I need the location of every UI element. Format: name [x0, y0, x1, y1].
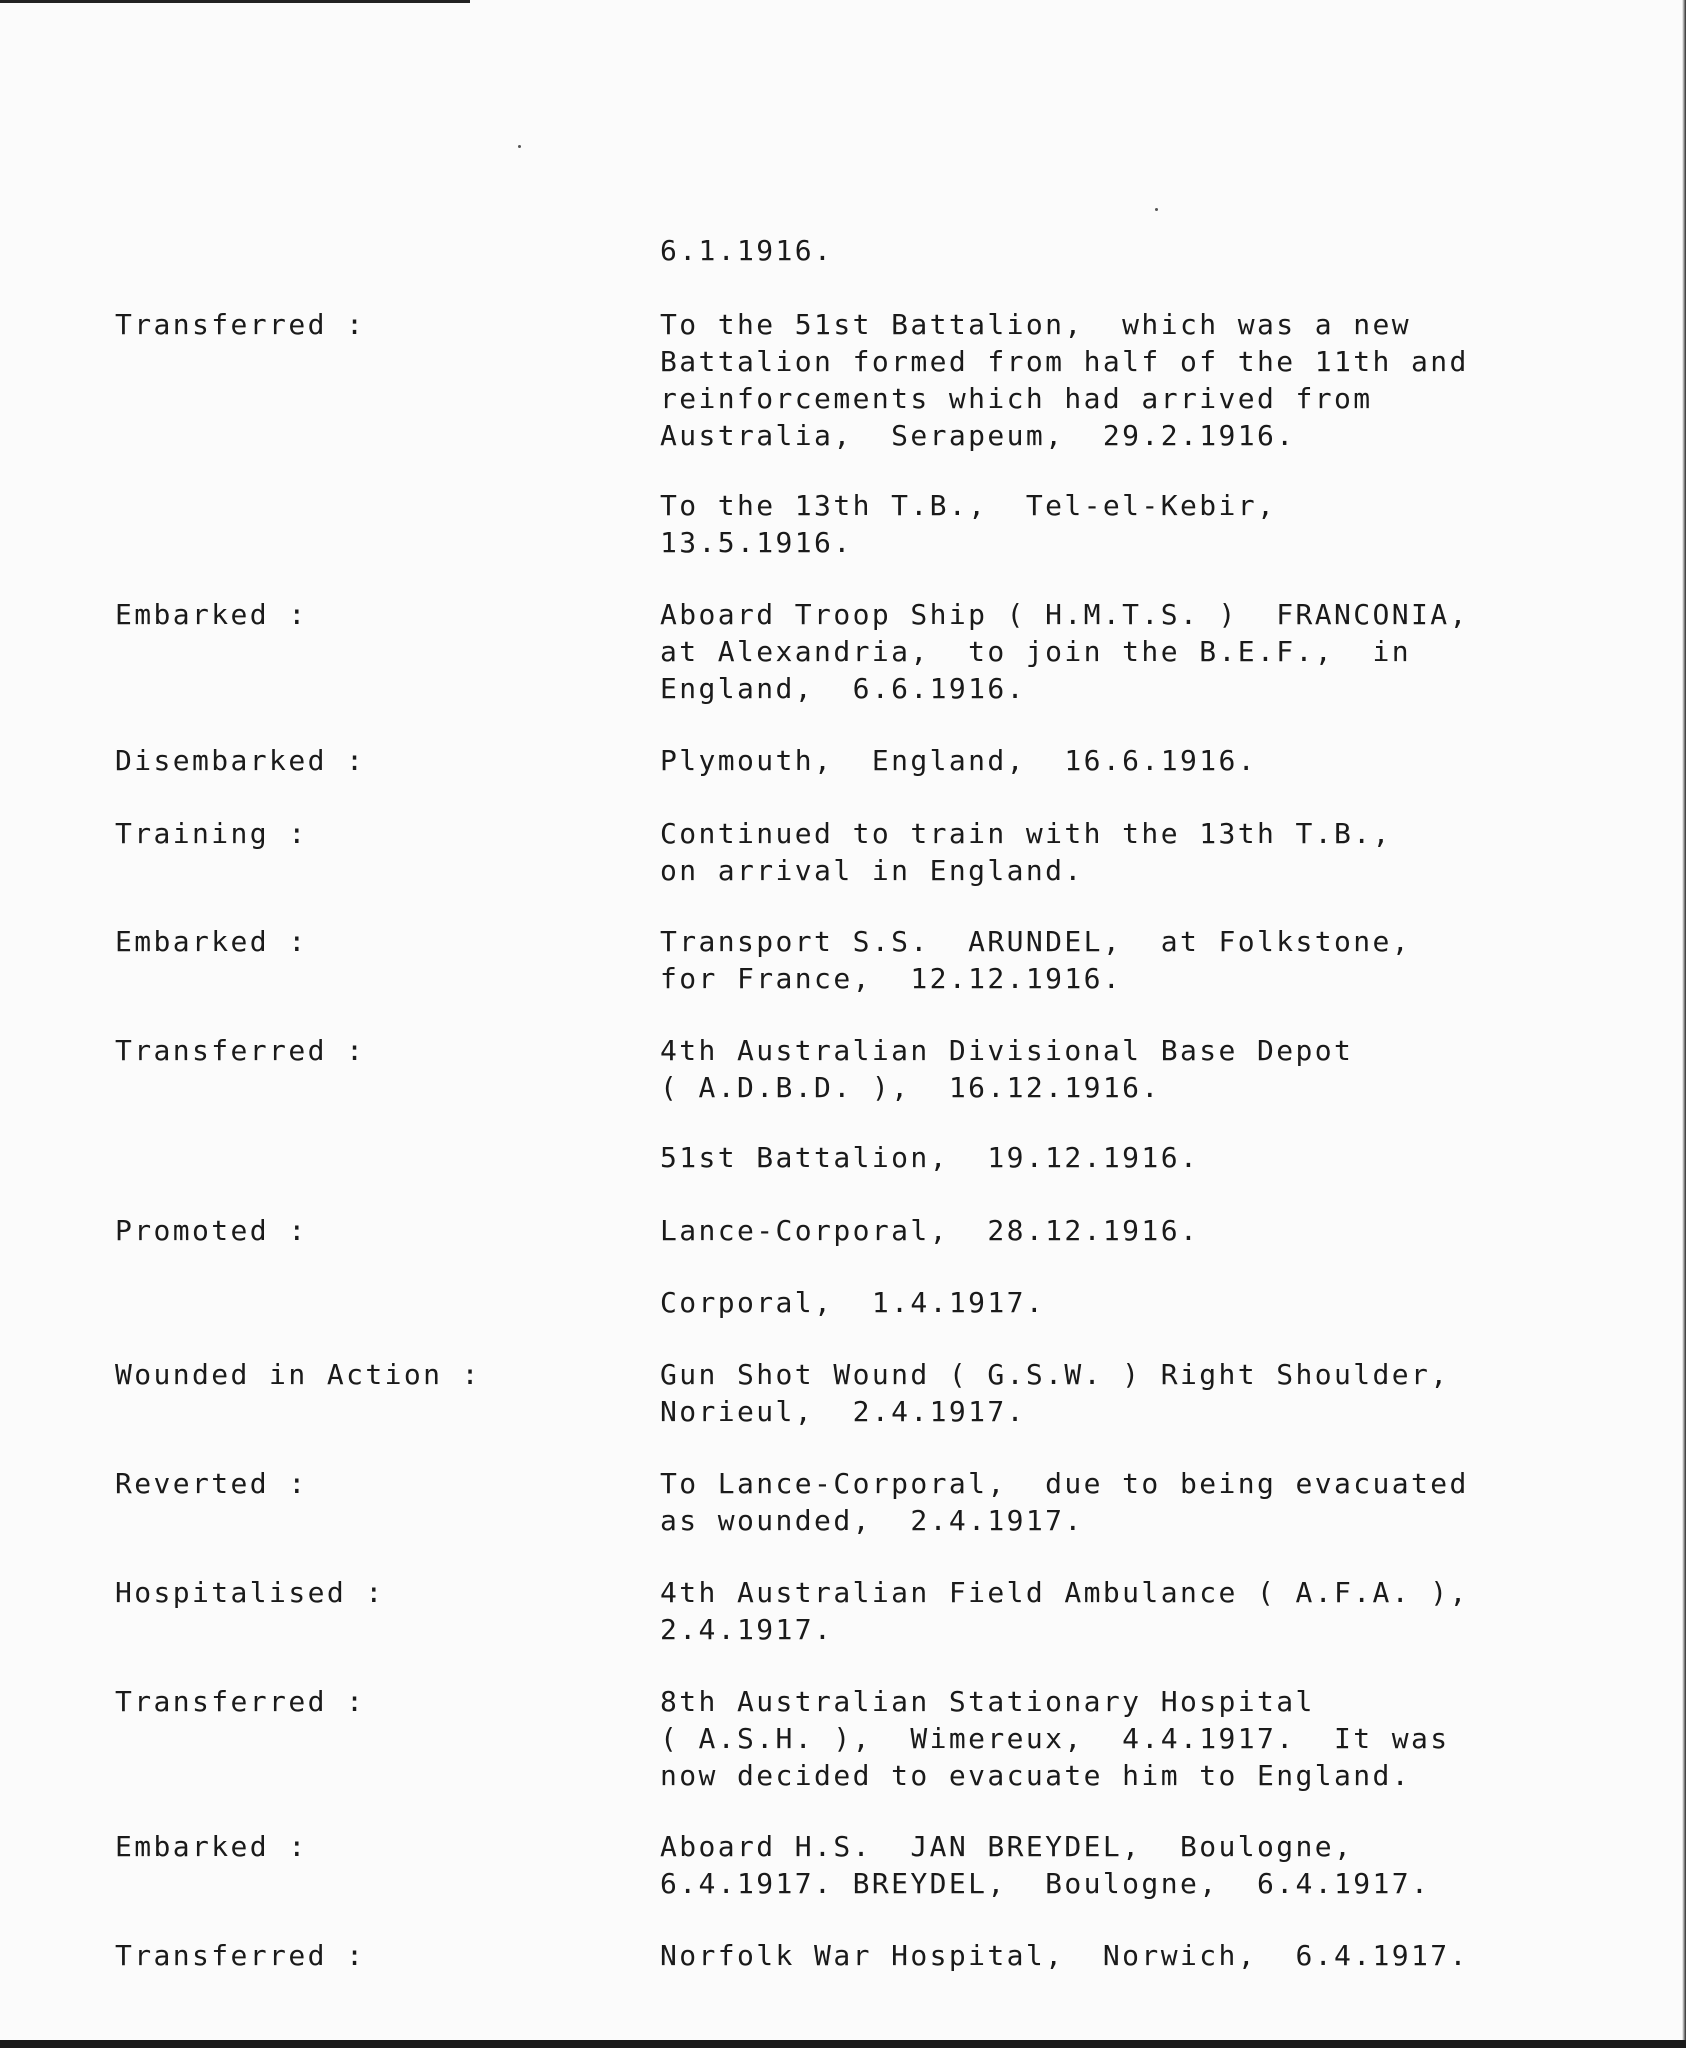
entry-label: Hospitalised : — [115, 1576, 385, 1609]
entry-label: Transferred : — [115, 1685, 366, 1718]
entry-label: Reverted : — [115, 1467, 308, 1500]
scan-speck — [1155, 208, 1158, 211]
entry-label: Transferred : — [115, 308, 366, 341]
entry-label: Embarked : — [115, 598, 308, 631]
entry-text: Plymouth, England, 16.6.1916. — [660, 744, 1257, 777]
entry-text: To Lance-Corporal, due to being evacuated as wounded, 2.4.1917. — [660, 1467, 1469, 1537]
entry-text: 51st Battalion, 19.12.1916. — [660, 1141, 1200, 1174]
entry-text: Norfolk War Hospital, Norwich, 6.4.1917. — [660, 1939, 1469, 1972]
entry-text: Aboard Troop Ship ( H.M.T.S. ) FRANCONIA, at Alexandria, to join the B.E.F., in England, 6.6.1916. — [660, 598, 1469, 705]
entry-label: Embarked : — [115, 925, 308, 958]
entry-text: 4th Australian Divisional Base Depot ( A.D.B.D. ), 16.12.1916. — [660, 1034, 1354, 1104]
bottom-edge-shadow — [0, 2040, 1686, 2048]
entry-text: 6.1.1916. — [660, 234, 834, 267]
entry-text: Continued to train with the 13th T.B., on arrival in England. — [660, 817, 1392, 887]
entry-label: Disembarked : — [115, 744, 366, 777]
entry-label: Training : — [115, 817, 308, 850]
entry-label: Transferred : — [115, 1939, 366, 1972]
entry-text: 8th Australian Stationary Hospital ( A.S.H. ), Wimereux, 4.4.1917. It was now decided to evacuate him to England. — [660, 1685, 1450, 1792]
entry-text: Transport S.S. ARUNDEL, at Folkstone, for France, 12.12.1916. — [660, 925, 1412, 995]
scan-speck — [518, 145, 521, 148]
right-edge-shadow — [1682, 0, 1686, 2048]
entry-text: To the 51st Battalion, which was a new Battalion formed from half of the 11th and reinforcements which had arrived from Australia, Serapeum, 29.2.1916. — [660, 308, 1469, 452]
entry-label: Promoted : — [115, 1214, 308, 1247]
entry-text: Corporal, 1.4.1917. — [660, 1286, 1046, 1319]
entry-label: Embarked : — [115, 1830, 308, 1863]
entry-text: Lance-Corporal, 28.12.1916. — [660, 1214, 1200, 1247]
entry-label: Transferred : — [115, 1034, 366, 1067]
entry-text: 4th Australian Field Ambulance ( A.F.A. ), 2.4.1917. — [660, 1576, 1469, 1646]
entry-text: Gun Shot Wound ( G.S.W. ) Right Shoulder, Norieul, 2.4.1917. — [660, 1358, 1450, 1428]
entry-label: Wounded in Action : — [115, 1358, 481, 1391]
entry-text: Aboard H.S. JAN BREYDEL, Boulogne, 6.4.1917. BREYDEL, Boulogne, 6.4.1917. — [660, 1830, 1431, 1900]
top-edge-shadow — [0, 0, 470, 3]
entry-text: To the 13th T.B., Tel-el-Kebir, 13.5.1916. — [660, 489, 1277, 559]
